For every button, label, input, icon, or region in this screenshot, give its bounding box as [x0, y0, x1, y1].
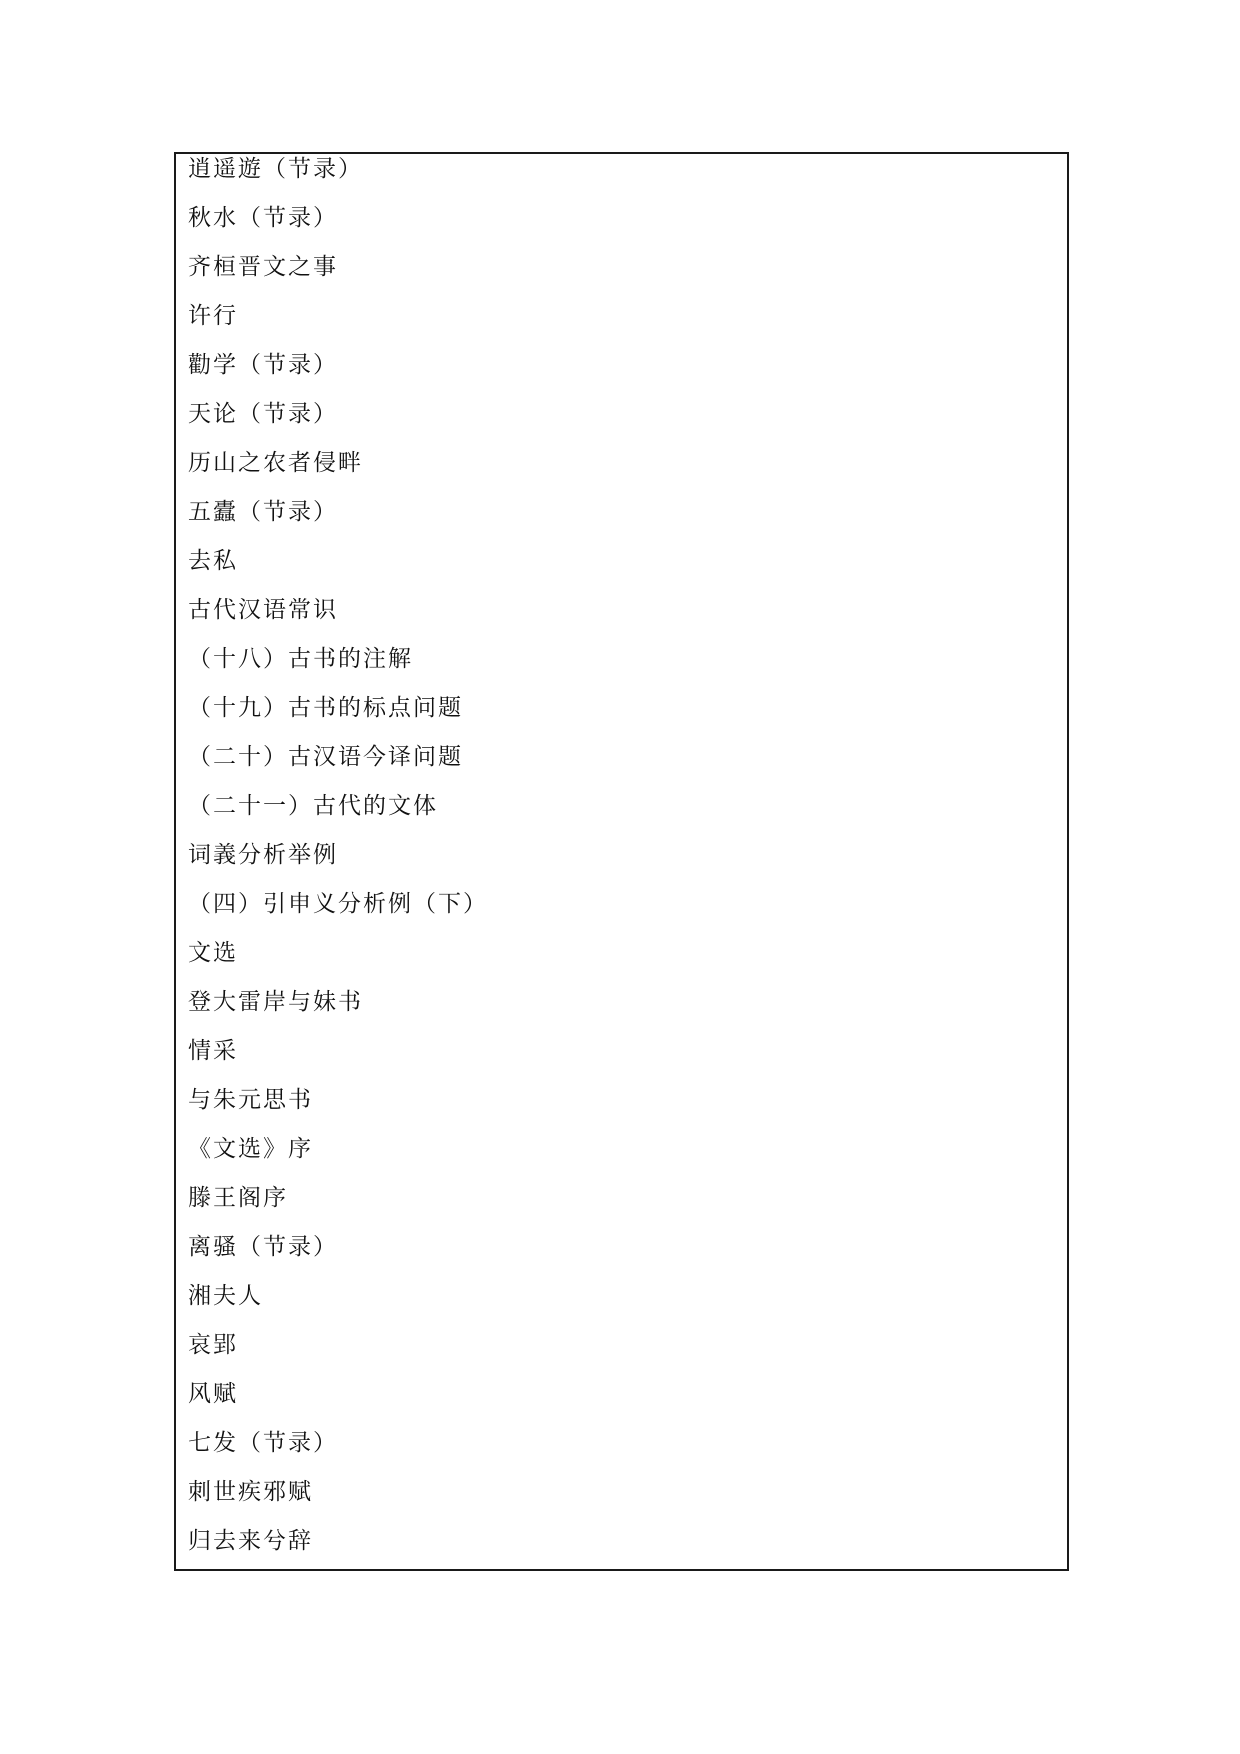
list-item: 许行 [188, 303, 238, 329]
list-item: 湘夫人 [188, 1283, 263, 1309]
list-item: 离骚（节录） [188, 1234, 338, 1260]
contents-list [188, 154, 488, 1575]
list-item: 天论（节录） [188, 401, 338, 427]
list-item: 五蠹（节录） [188, 499, 338, 525]
section-heading: 词義分析举例 [188, 842, 338, 868]
list-item: 七发（节录） [188, 1430, 338, 1456]
list-item: （四）引申义分析例（下） [188, 891, 488, 917]
list-item: 风赋 [188, 1381, 238, 1407]
list-item: 去私 [188, 548, 238, 574]
list-item: 逍遥遊（节录） [188, 156, 363, 182]
list-item: 勸学（节录） [188, 352, 338, 378]
list-item: 历山之农者侵畔 [188, 450, 363, 476]
list-item: 秋水（节录） [188, 205, 338, 231]
list-item: 归去来兮辞 [188, 1528, 313, 1554]
list-item: 情采 [188, 1038, 238, 1064]
list-item: 刺世疾邪赋 [188, 1479, 313, 1505]
list-item: 哀郢 [188, 1332, 238, 1358]
list-item: （二十一）古代的文体 [188, 793, 438, 819]
list-item: （十八）古书的注解 [188, 646, 413, 672]
list-item: 登大雷岸与妹书 [188, 989, 363, 1015]
list-item: 与朱元思书 [188, 1087, 313, 1113]
list-item: （十九）古书的标点问题 [188, 695, 463, 721]
section-heading: 古代汉语常识 [188, 597, 338, 623]
list-item: 齐桓晋文之事 [188, 254, 338, 280]
list-item: 《文选》序 [188, 1136, 313, 1162]
document-frame [174, 152, 1069, 1571]
section-heading: 文选 [188, 940, 238, 966]
list-item: （二十）古汉语今译问题 [188, 744, 463, 770]
list-item: 滕王阁序 [188, 1185, 288, 1211]
